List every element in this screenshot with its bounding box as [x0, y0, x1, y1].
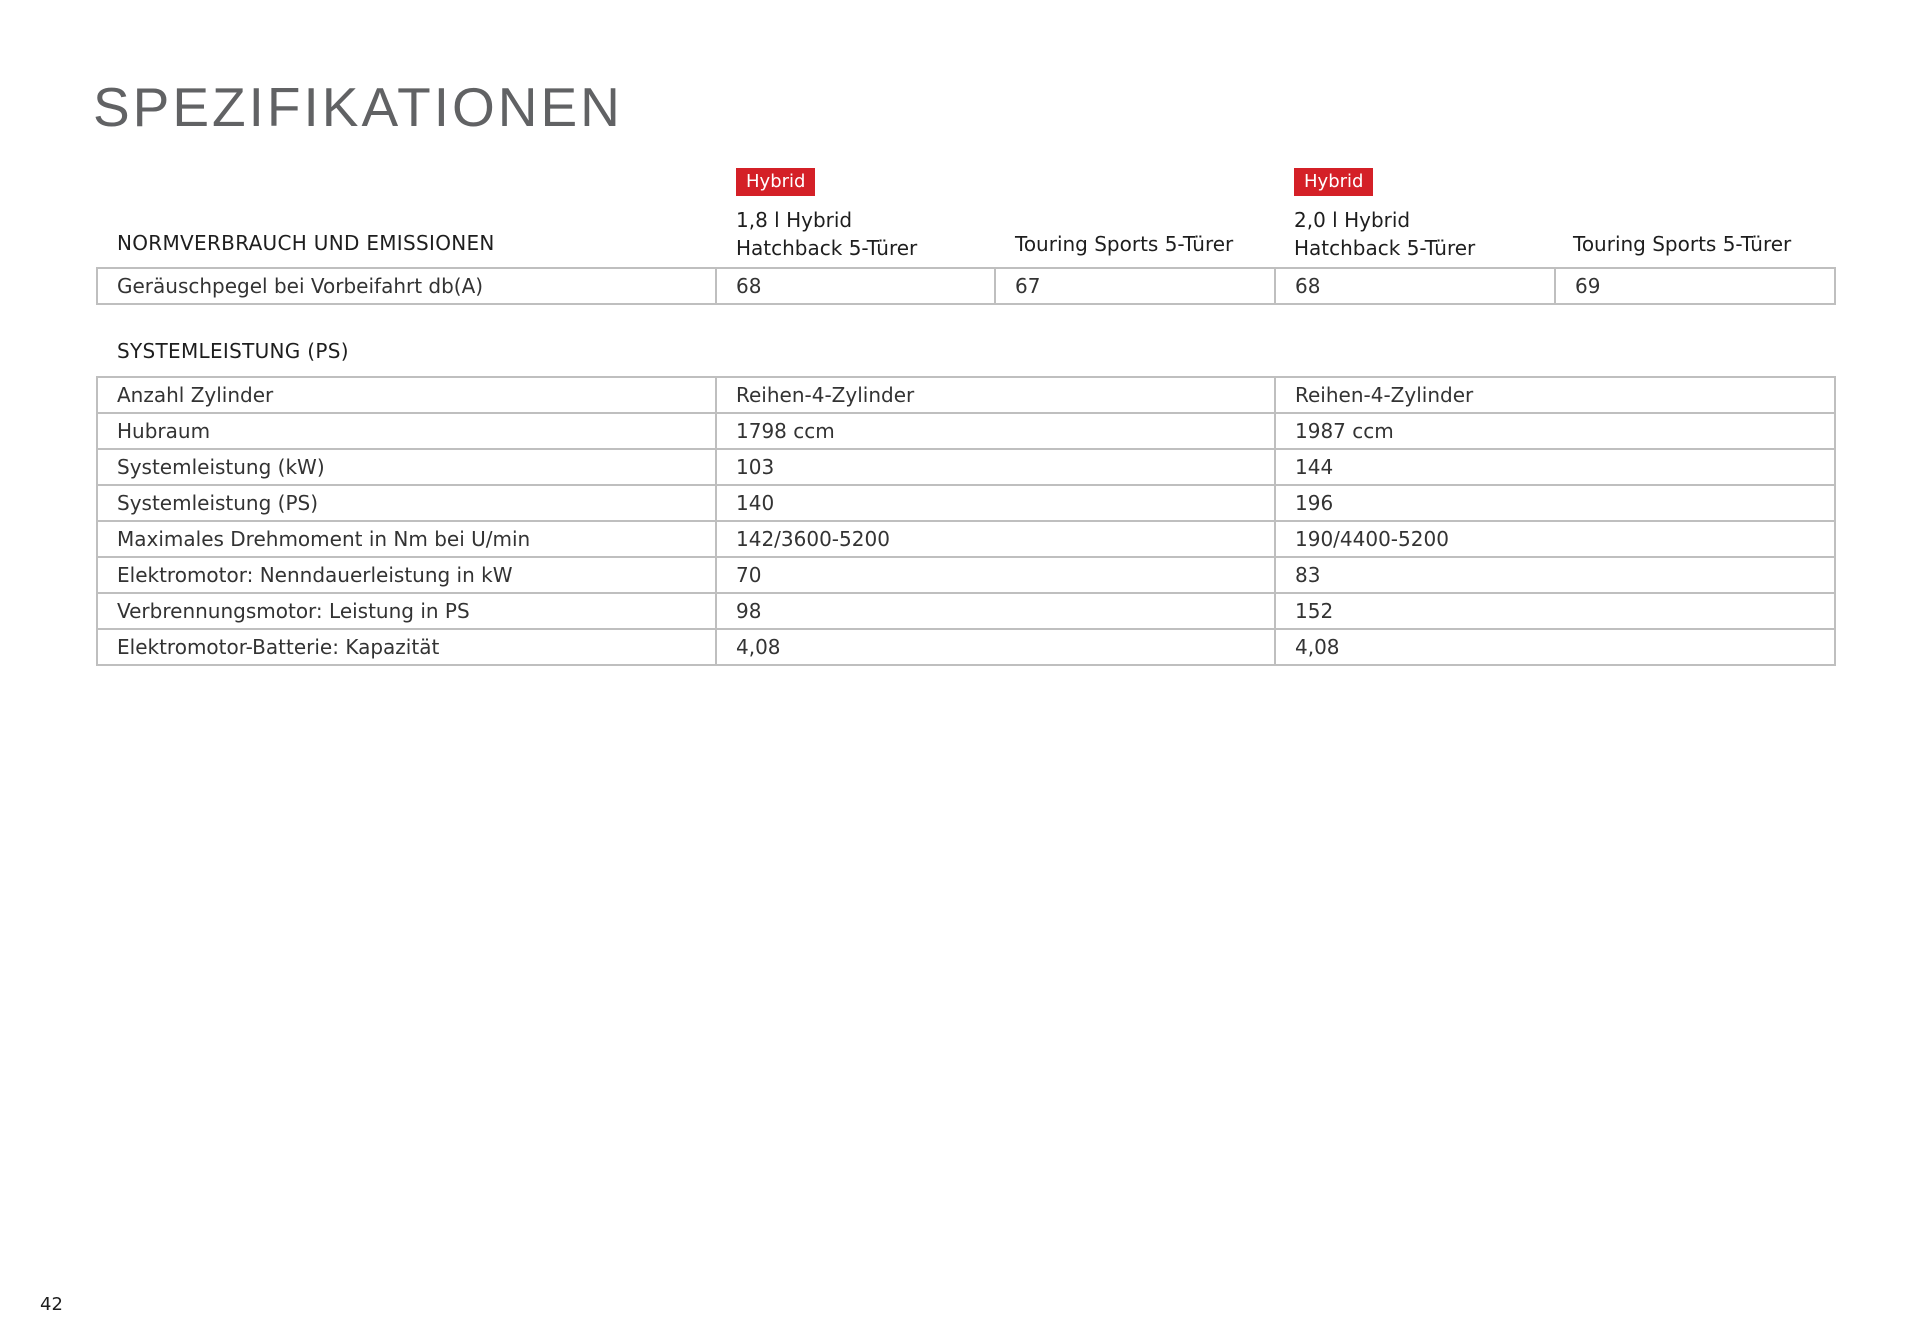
table-cell: Reihen-4-Zylinder — [1275, 377, 1835, 413]
row-label: Systemleistung (kW) — [97, 449, 716, 485]
column-header-1 — [736, 166, 917, 262]
table-cell: Reihen-4-Zylinder — [716, 377, 1275, 413]
table-row — [97, 629, 1835, 665]
table-cell: 1798 ccm — [716, 413, 1275, 449]
table-cell: 68 — [1275, 268, 1555, 304]
emissions-table — [96, 267, 1836, 305]
emissions-section-title: NORMVERBRAUCH UND EMISSIONEN — [117, 231, 495, 255]
row-label: Elektromotor: Nenndauerleistung in kW — [97, 557, 716, 593]
table-cell: 83 — [1275, 557, 1835, 593]
table-cell: 98 — [716, 593, 1275, 629]
row-label: Verbrennungsmotor: Leistung in PS — [97, 593, 716, 629]
table-row — [97, 449, 1835, 485]
body-label: Hatchback 5-Türer — [736, 236, 918, 260]
row-label: Anzahl Zylinder — [97, 377, 716, 413]
table-cell: 4,08 — [716, 629, 1275, 665]
table-row — [97, 557, 1835, 593]
table-row — [97, 268, 1835, 304]
engine-label: 1,8 l Hybrid — [736, 208, 853, 232]
page-title: SPEZIFIKATIONEN — [93, 76, 623, 138]
table-row — [97, 593, 1835, 629]
table-cell: 70 — [716, 557, 1275, 593]
column-header-2 — [1015, 230, 1233, 258]
table-cell: 103 — [716, 449, 1275, 485]
column-header-3 — [1294, 166, 1475, 262]
page-number: 42 — [40, 1294, 63, 1315]
row-label: Systemleistung (PS) — [97, 485, 716, 521]
hybrid-badge: Hybrid — [736, 168, 815, 196]
hybrid-badge: Hybrid — [1294, 168, 1373, 196]
table-cell: 69 — [1555, 268, 1835, 304]
row-label: Elektromotor-Batterie: Kapazität — [97, 629, 716, 665]
table-row — [97, 521, 1835, 557]
body-label: Touring Sports 5-Türer — [1573, 232, 1792, 256]
table-cell: 142/3600-5200 — [716, 521, 1275, 557]
table-cell: 140 — [716, 485, 1275, 521]
table-cell: 144 — [1275, 449, 1835, 485]
table-cell: 68 — [716, 268, 995, 304]
row-label: Hubraum — [97, 413, 716, 449]
table-row — [97, 377, 1835, 413]
table-cell: 67 — [995, 268, 1275, 304]
row-label: Geräuschpegel bei Vorbeifahrt db(A) — [97, 268, 716, 304]
engine-label: 2,0 l Hybrid — [1294, 208, 1411, 232]
body-label: Hatchback 5-Türer — [1294, 236, 1476, 260]
table-row — [97, 485, 1835, 521]
table-cell: 1987 ccm — [1275, 413, 1835, 449]
table-cell: 190/4400-5200 — [1275, 521, 1835, 557]
row-label: Maximales Drehmoment in Nm bei U/min — [97, 521, 716, 557]
system-table — [96, 376, 1836, 666]
table-cell: 152 — [1275, 593, 1835, 629]
system-section-title: SYSTEMLEISTUNG (PS) — [117, 339, 349, 363]
body-label: Touring Sports 5-Türer — [1015, 232, 1234, 256]
table-cell: 196 — [1275, 485, 1835, 521]
column-header-4 — [1573, 230, 1791, 258]
table-cell: 4,08 — [1275, 629, 1835, 665]
table-row — [97, 413, 1835, 449]
